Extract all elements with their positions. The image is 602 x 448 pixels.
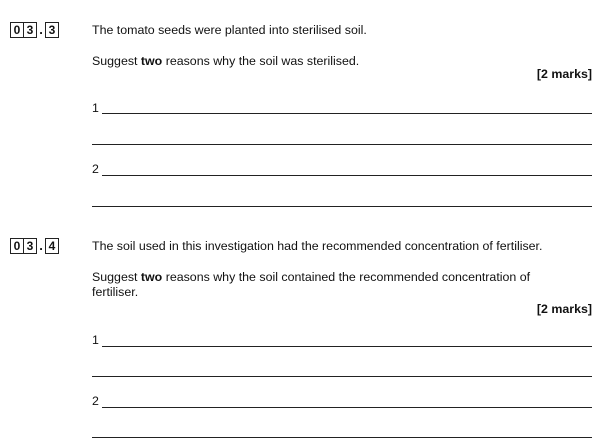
question-number-digit: 4 (45, 238, 59, 254)
question-number-digit: 0 (10, 22, 24, 38)
answer-label: 2 (92, 394, 99, 408)
answer-line[interactable] (92, 206, 592, 207)
answer-line[interactable] (102, 113, 592, 114)
question-number-digit: 0 (10, 238, 24, 254)
question-number-digit: 3 (23, 22, 37, 38)
answer-line[interactable] (102, 346, 592, 347)
answer-line[interactable] (92, 376, 592, 377)
question-number-03-4 (10, 238, 59, 254)
marks-label: [2 marks] (536, 302, 592, 316)
prompt-text: Suggest (92, 270, 141, 284)
prompt-text: reasons why the soil was sterilised. (162, 54, 360, 68)
answer-label: 2 (92, 162, 99, 176)
prompt-emphasis: two (140, 270, 163, 284)
answer-label: 1 (92, 333, 99, 347)
answer-line[interactable] (92, 437, 592, 438)
prompt-emphasis: two (140, 54, 163, 68)
question-number-separator: . (39, 238, 43, 253)
answer-line[interactable] (92, 144, 592, 145)
answer-line[interactable] (102, 407, 592, 408)
question-number-03-3 (10, 22, 59, 38)
question-prompt (92, 54, 359, 69)
question-prompt (92, 270, 572, 300)
answer-line[interactable] (102, 175, 592, 176)
prompt-text: reasons why the soil contained the recommended concentration of fertiliser. (92, 270, 531, 299)
question-number-digit: 3 (23, 238, 37, 254)
prompt-text: Suggest (92, 54, 141, 68)
question-number-digit: 3 (45, 22, 59, 38)
marks-label: [2 marks] (536, 67, 592, 81)
question-number-separator: . (39, 22, 43, 37)
question-statement: The soil used in this investigation had the recommended concentration of fertiliser. (92, 239, 543, 253)
question-statement: The tomato seeds were planted into sterilised soil. (92, 23, 367, 37)
answer-label: 1 (92, 101, 99, 115)
